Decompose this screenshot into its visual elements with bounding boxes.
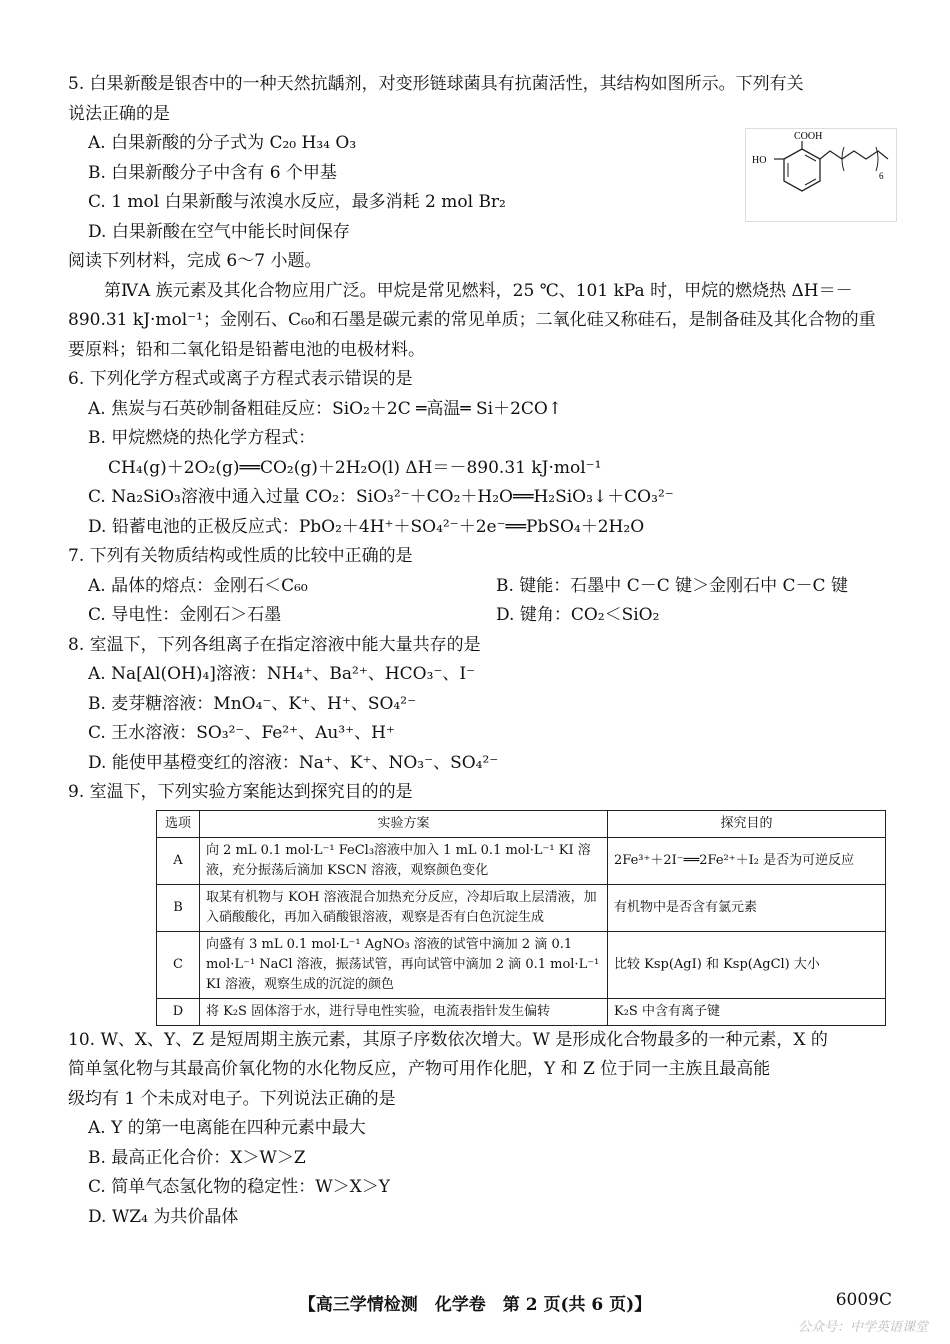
table-cell: 有机物中是否含有氯元素 [608,884,886,931]
q5-option-c: C. 1 mol 白果新酸与浓溴水反应，最多消耗 2 mol Br₂ [88,192,506,212]
q8-stem: 8. 室温下，下列各组离子在指定溶液中能大量共存的是 [68,634,481,655]
q9-stem: 9. 室温下，下列实验方案能达到探究目的的是 [68,782,413,802]
q5-option-a: A. 白果新酸的分子式为 C₂₀ H₃₄ O₃ [88,133,357,153]
q10-option-a: A. Y 的第一电离能在四种元素中最大 [88,1118,366,1138]
table-row [157,998,886,1025]
q7-option-d: D. 键角：CO₂＜SiO₂ [496,605,660,625]
q7-option-c: C. 导电性：金刚石＞石墨 [88,605,282,625]
reading-intro: 阅读下列材料，完成 6～7 小题。 [68,251,322,271]
q7-option-b: B. 键能：石墨中 C－C 键＞金刚石中 C－C 键 [496,575,848,596]
table-header-row [157,810,886,837]
table-cell: B [157,884,200,931]
table-header: 探究目的 [608,810,886,837]
q7-stem: 7. 下列有关物质结构或性质的比较中正确的是 [68,546,413,566]
q10-stem-1: 10. W、X、Y、Z 是短周期主族元素，其原子序数依次增大。W 是形成化合物最多的一种元素，X 的 [68,1029,828,1050]
reading-paragraph: 第ⅣA 族元素及其化合物应用广泛。甲烷是常见燃料，25 ℃、101 kPa 时，甲烷的燃烧热 ΔH＝－890.31 kJ·mol⁻¹；金刚石、C₆₀和石墨是碳元素的常见单质；二氧化硅又称硅石，是制备硅及其化合物的重要原料；铅和二氧化铅是铅蓄电池的电极材料。 [68,280,876,360]
table-cell: 取某有机物与 KOH 溶液混合加热充分反应，冷却后取上层清液，加入硝酸酸化，再加入硝酸银溶液，观察是否有白色沉淀生成 [200,884,608,931]
table-cell: 比较 Ksp(AgI) 和 Ksp(AgCl) 大小 [608,931,886,998]
exam-code: 6009C [835,1290,892,1310]
exam-page [68,70,884,1232]
table-cell: C [157,931,200,998]
experiment-table [156,810,886,1026]
page-footer: 【高三学情检测 化学卷 第 2 页(共 6 页)】 [298,1295,652,1315]
q6-option-a: A. 焦炭与石英砂制备粗硅反应：SiO₂＋2C ═高温═ Si＋2CO↑ [88,398,563,419]
q5-stem-2: 说法正确的是 [68,103,170,124]
q7-options-row-2 [68,601,884,631]
repeat-count: 6 [879,171,884,181]
q10-option-d: D. WZ₄ 为共价晶体 [88,1206,239,1227]
q8-option-a: A. Na[Al(OH)₄]溶液：NH₄⁺、Ba²⁺、HCO₃⁻、I⁻ [88,664,476,684]
table-cell: K₂S 中含有离子键 [608,998,886,1025]
table-cell: 向 2 mL 0.1 mol·L⁻¹ FeCl₃溶液中加入 1 mL 0.1 mol·L⁻¹ KI 溶液，充分振荡后滴加 KSCN 溶液，观察颜色变化 [200,837,608,884]
watermark: 公众号：中学英语课堂 [797,1320,928,1335]
cooh-label: COOH [794,131,823,142]
table-row [157,884,886,931]
q5-stem-1: 5. 白果新酸是银杏中的一种天然抗龋剂，对变形链球菌具有抗菌活性，其结构如图所示。下列有关 [68,74,804,94]
table-row [157,931,886,998]
q6-option-b: B. 甲烷燃烧的热化学方程式： [88,428,316,448]
q7-options-row-1 [68,572,884,602]
q6-option-d: D. 铅蓄电池的正极反应式：PbO₂＋4H⁺＋SO₄²⁻＋2e⁻══PbSO₄＋2H₂O [88,516,645,537]
table-cell: 将 K₂S 固体溶于水，进行导电性实验，电流表指针发生偏转 [200,998,608,1025]
q10-stem-2: 简单氢化物与其最高价氧化物的水化物反应，产物可用作化肥，Y 和 Z 位于同一主族且最高能 [68,1059,771,1079]
q10-option-b: B. 最高正化合价：X＞W＞Z [88,1147,306,1168]
table-cell: 向盛有 3 mL 0.1 mol·L⁻¹ AgNO₃ 溶液的试管中滴加 2 滴 0.1 mol·L⁻¹ NaCl 溶液，振荡试管，再向试管中滴加 2 滴 0.1 mol·L⁻¹ KI 溶液，观察生成的沉淀的颜色 [200,931,608,998]
q8-option-b: B. 麦芽糖溶液：MnO₄⁻、K⁺、H⁺、SO₄²⁻ [88,693,417,714]
q7-option-a: A. 晶体的熔点：金刚石＜C₆₀ [88,575,308,596]
benzene-ring [784,149,820,191]
q10-option-c: C. 简单气态氢化物的稳定性：W＞X＞Y [88,1177,391,1197]
table-cell: 2Fe³⁺＋2I⁻══2Fe²⁺＋I₂ 是否为可逆反应 [608,837,886,884]
q10-stem-3: 级均有 1 个未成对电子。下列说法正确的是 [68,1088,396,1109]
q6-stem: 6. 下列化学方程式或离子方程式表示错误的是 [68,369,413,389]
q6-option-c: C. Na₂SiO₃溶液中通入过量 CO₂：SiO₃²⁻＋CO₂＋H₂O══H₂SiO₃↓＋CO₃²⁻ [88,487,674,507]
q8-option-c: C. 王水溶液：SO₃²⁻、Fe²⁺、Au³⁺、H⁺ [88,723,395,743]
table-cell: D [157,998,200,1025]
q5-option-b: B. 白果新酸分子中含有 6 个甲基 [88,162,337,183]
q6-option-b-equation: CH₄(g)＋2O₂(g)══CO₂(g)＋2H₂O(l) ΔH＝－890.31 kJ·mol⁻¹ [108,457,602,478]
ho-label: HO [752,155,767,166]
table-row [157,837,886,884]
table-header: 实验方案 [200,810,608,837]
structure-diagram [745,128,897,222]
q8-option-d: D. 能使甲基橙变红的溶液：Na⁺、K⁺、NO₃⁻、SO₄²⁻ [88,752,499,773]
q5-option-d: D. 白果新酸在空气中能长时间保存 [88,221,350,242]
table-cell: A [157,837,200,884]
table-header: 选项 [157,810,200,837]
